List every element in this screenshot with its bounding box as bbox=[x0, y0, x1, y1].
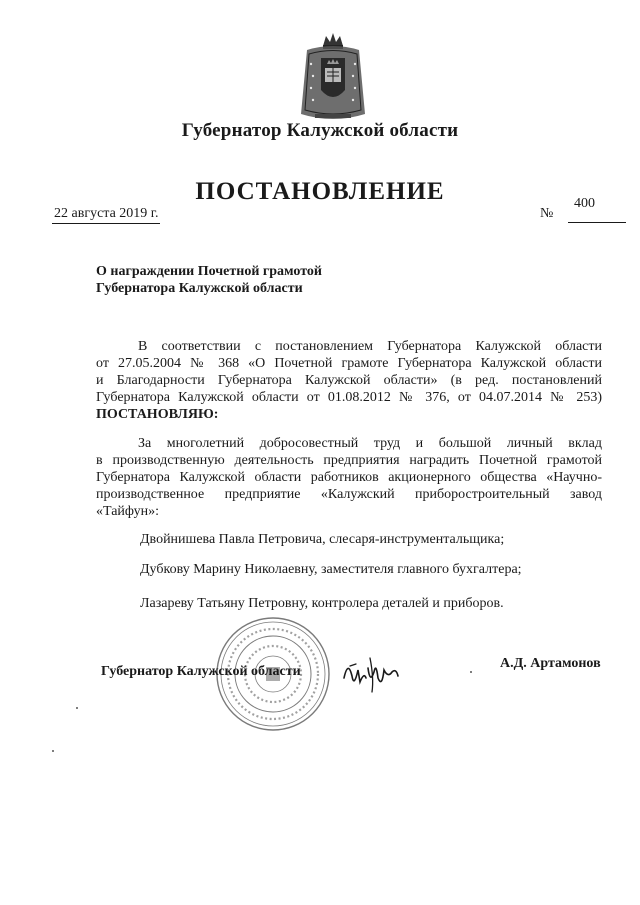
number-label: № bbox=[540, 206, 554, 221]
scan-speck bbox=[470, 671, 472, 673]
document-subject bbox=[96, 263, 322, 297]
paragraph-line: Губернатора Калужской области работников акционерного общества «Научно- bbox=[96, 470, 602, 485]
document-number: 400 bbox=[574, 196, 595, 211]
paragraph-line: и Благодарности Губернатора Калужской области» (в ред. постановлений bbox=[96, 373, 602, 388]
number-underline bbox=[568, 222, 626, 223]
award-paragraph bbox=[96, 435, 602, 520]
document-type-title: ПОСТАНОВЛЕНИЕ bbox=[195, 178, 445, 205]
paragraph-line: в производственную деятельность предприятия наградить Почетной грамотой bbox=[96, 453, 602, 468]
signatory-position: Губернатор Калужской области bbox=[101, 664, 301, 679]
paragraph-line: За многолетний добросовестный труд и большой личный вклад bbox=[138, 436, 602, 451]
coat-of-arms-emblem bbox=[293, 30, 373, 126]
scan-speck bbox=[52, 750, 54, 752]
paragraph-line: В соответствии с постановлением Губернатора Калужской области bbox=[138, 339, 602, 354]
awardee-item: Дубкову Марину Николаевну, заместителя главного бухгалтера; bbox=[140, 562, 522, 577]
handwritten-signature bbox=[340, 648, 402, 698]
subject-line: Губернатора Калужской области bbox=[96, 281, 303, 296]
paragraph-line: «Тайфун»: bbox=[96, 504, 160, 519]
paragraph-line: Губернатора Калужской области от 01.08.2012 № 376, от 04.07.2014 № 253) bbox=[96, 390, 602, 405]
signatory-name: А.Д. Артамонов bbox=[500, 656, 601, 671]
issuing-authority: Губернатор Калужской области bbox=[181, 120, 459, 141]
scan-speck bbox=[76, 707, 78, 709]
paragraph-line: от 27.05.2004 № 368 «О Почетной грамоте Губернатора Калужской области bbox=[96, 356, 602, 371]
awardee-item: Двойнишева Павла Петровича, слесаря-инструментальщика; bbox=[140, 532, 505, 547]
resolve-heading: ПОСТАНОВЛЯЮ: bbox=[96, 407, 219, 422]
paragraph-line: производственное предприятие «Калужский приборостроительный завод bbox=[96, 487, 602, 502]
preamble-paragraph bbox=[96, 338, 602, 423]
subject-line: О награждении Почетной грамотой bbox=[96, 264, 322, 279]
awardee-item: Лазареву Татьяну Петровну, контролера деталей и приборов. bbox=[140, 596, 504, 611]
document-date: 22 августа 2019 г. bbox=[52, 206, 160, 224]
